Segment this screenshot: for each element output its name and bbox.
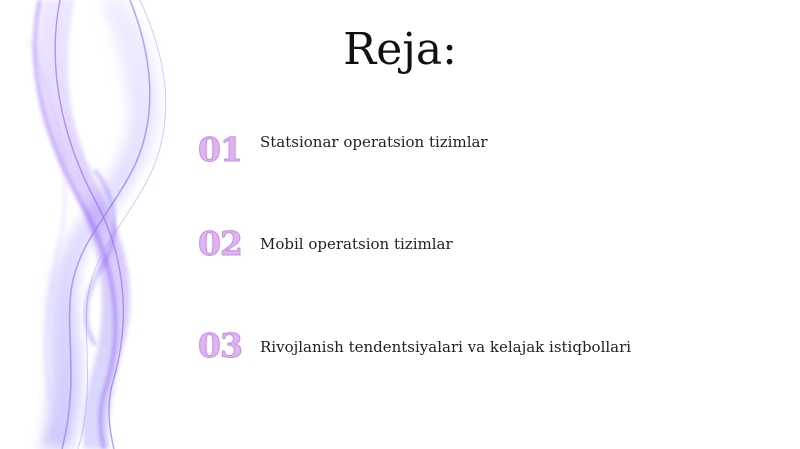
agenda-label: Rivojlanish tendentsiyalari va kelajak istiqbollari bbox=[260, 338, 632, 356]
agenda-number: 02 bbox=[198, 224, 242, 263]
agenda-number: 01 bbox=[198, 130, 242, 169]
agenda-label: Statsionar operatsion tizimlar bbox=[260, 133, 488, 151]
agenda-number: 03 bbox=[198, 326, 242, 365]
agenda-label: Mobil operatsion tizimlar bbox=[260, 235, 453, 253]
purple-smoke-decoration bbox=[0, 0, 200, 449]
agenda-item bbox=[198, 222, 758, 266]
agenda-item bbox=[198, 324, 758, 368]
agenda-item bbox=[198, 128, 758, 172]
slide-title: Reja: bbox=[343, 24, 457, 75]
